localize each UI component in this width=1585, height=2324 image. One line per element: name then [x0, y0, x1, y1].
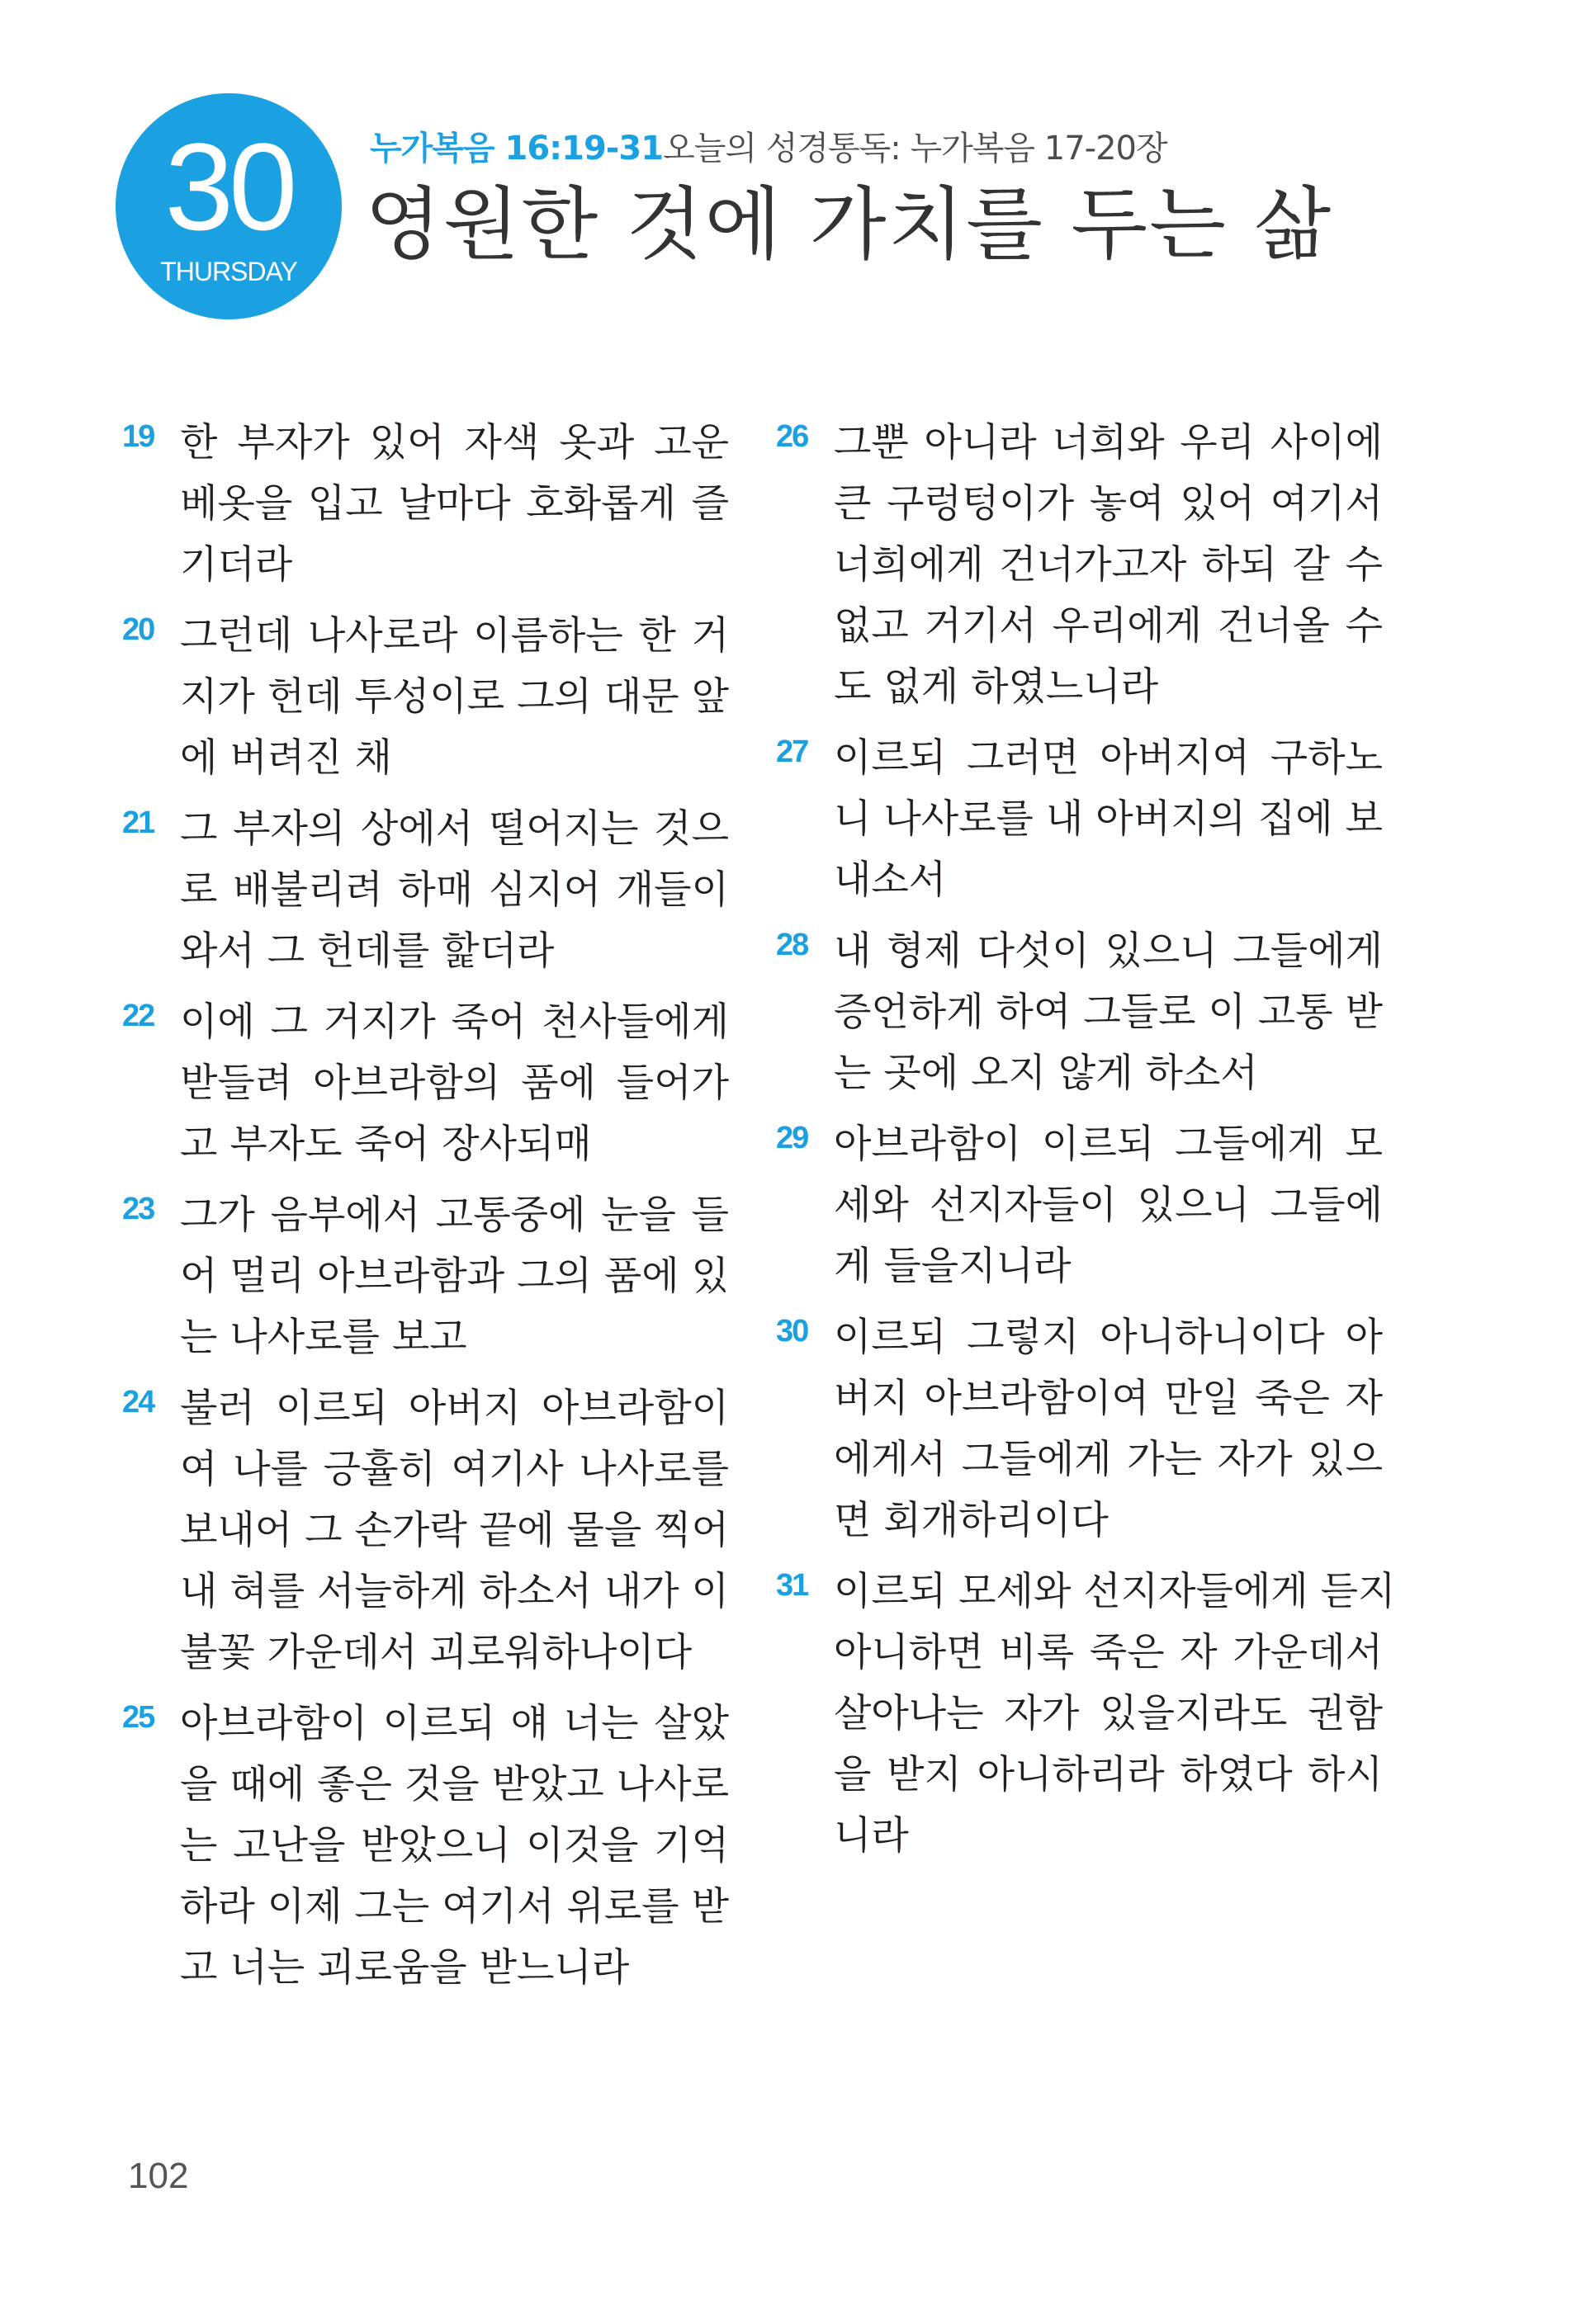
verse-line: 없고 거기서 우리에게 건너올 수 [834, 603, 1383, 649]
verse-number: 31 [776, 1568, 808, 1603]
verse-number: 30 [776, 1314, 808, 1349]
verse-number: 23 [122, 1192, 154, 1226]
verse-number: 25 [122, 1700, 154, 1735]
verse [122, 1693, 729, 1999]
verse-line: 한 부자가 있어 자색 옷과 고운 [180, 420, 729, 465]
verse [776, 728, 1383, 911]
verse [776, 1114, 1383, 1297]
verse-line: 아브라함이 이르되 그들에게 모 [834, 1122, 1383, 1167]
verse-line: 이르되 모세와 선지자들에게 듣지 [834, 1569, 1396, 1614]
verse-line: 면 회개하리이다 [834, 1498, 1109, 1543]
verse-number: 22 [122, 999, 154, 1033]
verse [122, 413, 729, 596]
verse-line: 불꽃 가운데서 괴로워하나이다 [180, 1630, 693, 1675]
verse-number: 21 [122, 805, 154, 840]
reading-plan: 오늘의 성경통독: 누가복음 17-20장 [663, 130, 1167, 168]
verse-line: 는 나사로를 보고 [180, 1315, 467, 1360]
weekday-label: THURSDAY [160, 257, 297, 286]
verse-line: 내소서 [834, 857, 947, 903]
verse [776, 413, 1383, 718]
page-number: 102 [128, 2156, 189, 2196]
verse-line: 베옷을 입고 날마다 호화롭게 즐 [180, 481, 729, 527]
verse [122, 606, 729, 789]
verse-line: 로 배불리려 하매 심지어 개들이 [180, 867, 729, 913]
verse-number: 29 [776, 1121, 808, 1155]
verse [776, 1307, 1383, 1552]
page-title: 영원한 것에 가치를 두는 삶 [365, 178, 1333, 271]
verse-number: 28 [776, 928, 808, 962]
day-number: 30 [164, 117, 293, 256]
verse-line: 버지 아브라함이여 만일 죽은 자 [834, 1376, 1383, 1421]
verse-line: 에 버려진 채 [180, 735, 392, 781]
verse-line: 는 곳에 오지 않게 하소서 [834, 1051, 1258, 1096]
verse-line: 도 없게 하였느니라 [834, 664, 1159, 710]
verse-line: 받들려 아브라함의 품에 들어가 [180, 1060, 729, 1106]
date-badge [116, 93, 342, 319]
verse-line: 이에 그 거지가 죽어 천사들에게 [180, 999, 729, 1045]
verse-line: 니라 [834, 1813, 909, 1859]
verse-line: 을 받지 아니하리라 하였다 하시 [834, 1752, 1383, 1797]
verse-number: 26 [776, 419, 808, 454]
verse-line: 는 고난을 받았으니 이것을 기억 [180, 1823, 729, 1868]
verse-line: 고 부자도 죽어 장사되매 [180, 1122, 592, 1167]
verse-line: 하라 이제 그는 여기서 위로를 받 [180, 1884, 729, 1930]
verse [776, 1561, 1396, 1867]
verse-line: 고 너는 괴로움을 받느니라 [180, 1945, 630, 1991]
verse [776, 921, 1383, 1104]
verse-number: 19 [122, 419, 154, 454]
verse-line: 살아나는 자가 있을지라도 권함 [834, 1691, 1383, 1736]
verse-line: 아니하면 비록 죽은 자 가운데서 [834, 1630, 1383, 1675]
verse-line: 니 나사로를 내 아버지의 집에 보 [834, 796, 1383, 842]
verse-line: 게 들을지니라 [834, 1244, 1072, 1289]
verse [122, 799, 729, 982]
verse-line: 세와 선지자들이 있으니 그들에 [834, 1183, 1383, 1228]
verse-line: 내 형제 다섯이 있으니 그들에게 [834, 928, 1383, 974]
scripture-reference: 누가복음 16:19-31 [370, 130, 664, 168]
verse-line: 이르되 그러면 아버지여 구하노 [834, 735, 1383, 781]
verse-line: 내 혀를 서늘하게 하소서 내가 이 [180, 1569, 729, 1614]
verse [122, 1378, 729, 1684]
verse-line: 기더라 [180, 542, 293, 588]
verse [122, 1185, 729, 1368]
verse-line: 너희에게 건너가고자 하되 갈 수 [834, 542, 1383, 588]
verse-number: 20 [122, 612, 154, 647]
verse [122, 992, 729, 1175]
verse-line: 그뿐 아니라 너희와 우리 사이에 [834, 420, 1383, 465]
verse-line: 아브라함이 이르되 얘 너는 살았 [180, 1701, 729, 1746]
verse-line: 여 나를 긍휼히 여기사 나사로를 [180, 1447, 729, 1492]
verse-line: 와서 그 헌데를 핥더라 [180, 928, 555, 974]
left-column [122, 413, 729, 2009]
verse-number: 24 [122, 1385, 154, 1419]
verse-number: 27 [776, 735, 808, 769]
verse-line: 지가 헌데 투성이로 그의 대문 앞 [180, 674, 729, 720]
verse-line: 을 때에 좋은 것을 받았고 나사로 [180, 1762, 729, 1807]
verse-line: 이르되 그렇지 아니하니이다 아 [834, 1315, 1383, 1360]
verse-line: 불러 이르되 아버지 아브라함이 [180, 1386, 729, 1431]
verse-line: 증언하게 하여 그들로 이 고통 받 [834, 990, 1383, 1035]
verse-line: 에게서 그들에게 가는 자가 있으 [834, 1437, 1383, 1482]
verse-line: 큰 구렁텅이가 놓여 있어 여기서 [834, 481, 1383, 527]
right-column [776, 413, 1396, 1877]
verse-line: 그가 음부에서 고통중에 눈을 들 [180, 1193, 729, 1238]
verse-line: 보내어 그 손가락 끝에 물을 찍어 [180, 1508, 729, 1553]
verse-line: 그 부자의 상에서 떨어지는 것으 [180, 806, 729, 852]
verse-line: 어 멀리 아브라함과 그의 품에 있 [180, 1254, 729, 1299]
subheader [370, 122, 1167, 169]
verse-line: 그런데 나사로라 이름하는 한 거 [180, 613, 729, 659]
